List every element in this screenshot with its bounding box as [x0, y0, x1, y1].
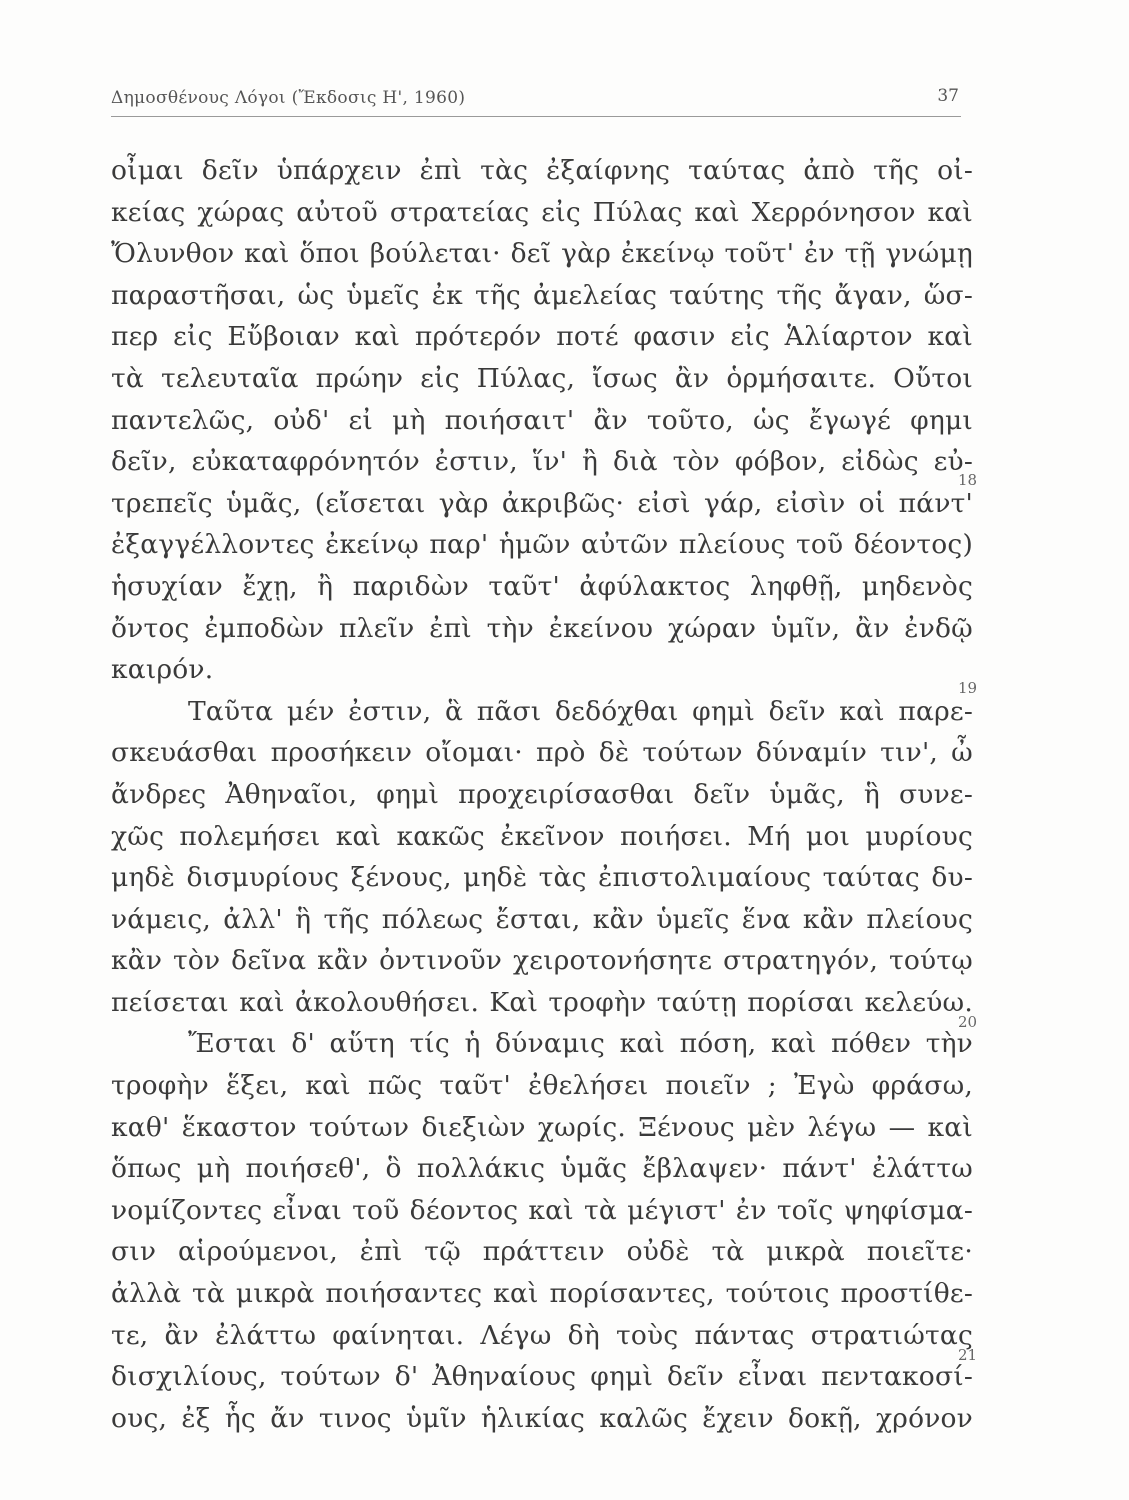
text-line: μηδὲ δισμυρίους ξένους, μηδὲ τὰς ἐπιστολιμαίους ταύτας δυ- — [111, 862, 973, 894]
text-line: ἡσυχίαν ἔχῃ, ἢ παριδὼν ταῦτ' ἀφύλακτος ληφθῇ, μηδενὸς — [111, 570, 973, 602]
text-line: Ἔσται δ' αὕτη τίς ἡ δύναμις καὶ πόση, καὶ πόθεν τὴν — [188, 1028, 973, 1060]
text-line: Ταῦτα μέν ἐστιν, ἃ πᾶσι δεδόχθαι φημὶ δεῖν καὶ παρε- — [188, 695, 973, 727]
text-line: καθ' ἕκαστον τούτων διεξιὼν χωρίς. Ξένους μὲν λέγω — καὶ — [111, 1111, 973, 1143]
text-line: χῶς πολεμήσει καὶ κακῶς ἐκεῖνον ποιήσει. Μή μοι μυρίους — [111, 820, 973, 852]
running-header — [111, 86, 961, 117]
section-number: 18 — [958, 471, 978, 489]
text-line: ους, ἐξ ἧς ἄν τινος ὑμῖν ἡλικίας καλῶς ἔχειν δοκῇ, χρόνον — [111, 1402, 973, 1434]
text-line: κἂν τὸν δεῖνα κἂν ὀντινοῦν χειροτονήσητε στρατηγόν, τούτῳ — [111, 945, 973, 977]
text-line: σκευάσθαι προσήκειν οἴομαι· πρὸ δὲ τούτων δύναμίν τιν', ὦ — [111, 737, 973, 769]
section-number: 21 — [958, 1346, 978, 1364]
text-line: δεῖν, εὐκαταφρόνητόν ἐστιν, ἵν' ἢ διὰ τὸν φόβον, εἰδὼς εὐ- — [111, 446, 973, 478]
text-line: παντελῶς, οὐδ' εἰ μὴ ποιήσαιτ' ἂν τοῦτο, ὡς ἔγωγέ φημι — [111, 404, 973, 436]
text-line: ἐξαγγέλλοντες ἐκείνῳ παρ' ἡμῶν αὐτῶν πλείους τοῦ δέοντος) — [111, 529, 973, 561]
text-line: οἶμαι δεῖν ὑπάρχειν ἐπὶ τὰς ἐξαίφνης ταύτας ἀπὸ τῆς οἰ- — [111, 155, 973, 186]
text-line: δισχιλίους, τούτων δ' Ἀθηναίους φημὶ δεῖν εἶναι πεντακοσί- — [111, 1361, 973, 1393]
text-line: νάμεις, ἀλλ' ἣ τῆς πόλεως ἔσται, κἂν ὑμεῖς ἕνα κἂν πλείους — [111, 903, 973, 935]
greek-text-body — [111, 150, 973, 1439]
text-line: τροφὴν ἕξει, καὶ πῶς ταῦτ' ἐθελήσει ποιεῖν ; Ἐγὼ φράσω, — [111, 1070, 973, 1102]
text-line: ἄνδρες Ἀθηναῖοι, φημὶ προχειρίσασθαι δεῖν ὑμᾶς, ἣ συνε- — [111, 778, 973, 810]
text-line: τε, ἂν ἐλάττω φαίνηται. Λέγω δὴ τοὺς πάντας στρατιώτας — [111, 1319, 973, 1351]
section-number: 19 — [958, 679, 978, 697]
text-line: νομίζοντες εἶναι τοῦ δέοντος καὶ τὰ μέγιστ' ἐν τοῖς ψηφίσμα- — [111, 1194, 973, 1226]
text-line: κείας χώρας αὐτοῦ στρατείας εἰς Πύλας καὶ Χερρόνησον καὶ — [111, 196, 973, 228]
text-line: σιν αἱρούμενοι, ἐπὶ τῷ πράττειν οὐδὲ τὰ μικρὰ ποιεῖτε· — [111, 1236, 973, 1268]
text-line: παραστῆσαι, ὡς ὑμεῖς ἐκ τῆς ἀμελείας ταύτης τῆς ἄγαν, ὥσ- — [111, 279, 973, 311]
text-line: τὰ τελευταῖα πρώην εἰς Πύλας, ἴσως ἂν ὁρμήσαιτε. Οὔτοι — [111, 362, 973, 394]
text-line: πείσεται καὶ ἀκολουθήσει. Καὶ τροφὴν ταύτῃ πορίσαι κελεύω. — [111, 986, 973, 1018]
text-line: καιρόν. — [111, 654, 214, 686]
text-line: Ὄλυνθον καὶ ὅποι βούλεται· δεῖ γὰρ ἐκείνῳ τοῦτ' ἐν τῇ γνώμῃ — [111, 238, 973, 270]
text-line: ὄντος ἐμποδὼν πλεῖν ἐπὶ τὴν ἐκείνου χώραν ὑμῖν, ἂν ἐνδῷ — [111, 612, 973, 644]
text-line: περ εἰς Εὔβοιαν καὶ πρότερόν ποτέ φασιν εἰς Ἁλίαρτον καὶ — [111, 321, 973, 353]
text-line: τρεπεῖς ὑμᾶς, (εἴσεται γὰρ ἀκριβῶς· εἰσὶ γάρ, εἰσὶν οἱ πάντ' — [111, 487, 973, 519]
running-title: Δημοσθένους Λόγοι (Ἔκδοσις Η', 1960) — [111, 88, 466, 108]
text-line: ἀλλὰ τὰ μικρὰ ποιήσαντες καὶ πορίσαντες, τούτοις προστίθε- — [111, 1278, 973, 1310]
page-number: 37 — [937, 86, 959, 106]
section-number: 20 — [958, 1013, 978, 1031]
text-line: ὅπως μὴ ποιήσεθ', ὃ πολλάκις ὑμᾶς ἔβλαψεν· πάντ' ἐλάττω — [111, 1153, 973, 1185]
